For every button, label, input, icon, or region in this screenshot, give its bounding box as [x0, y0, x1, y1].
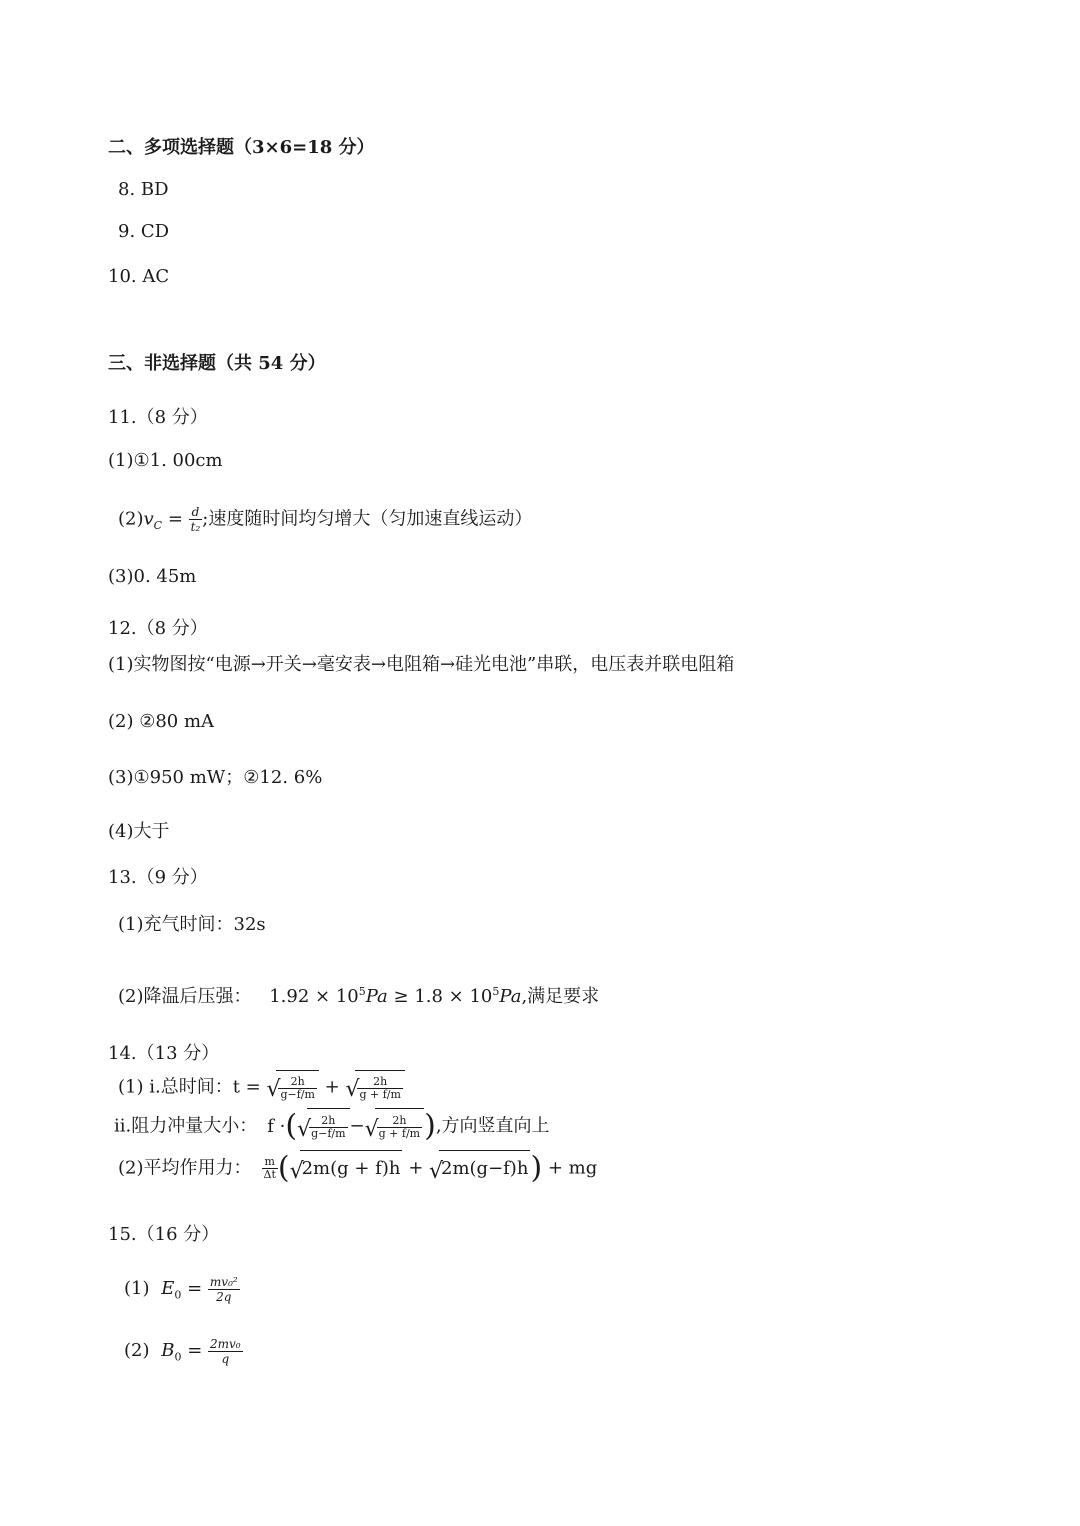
- q11-part3: (3)0. 45m: [108, 566, 197, 587]
- q14-t: t =: [232, 1076, 267, 1098]
- q14-frac3-num: 2h: [321, 1113, 336, 1127]
- q15-part1-var: E: [161, 1278, 175, 1299]
- sqrt-icon: √: [266, 1077, 281, 1102]
- q14-part1: [118, 1070, 405, 1105]
- answer-q9: 9. CD: [118, 221, 170, 242]
- q13-part2: [118, 980, 599, 1009]
- q11-frac-num: d: [191, 505, 200, 519]
- q11-part2-sub: C: [153, 519, 163, 533]
- section-2-title: 二、多项选择题（3×6=18 分）: [108, 137, 375, 158]
- q15-part2-den: q: [208, 1351, 243, 1366]
- q14-sqrt-4: [365, 1108, 424, 1145]
- q11-fraction: [189, 505, 203, 534]
- q13-part2-prefix: (2)降温后压强：: [118, 986, 252, 1007]
- q11-head: 11.（8 分）: [108, 407, 208, 428]
- q14-part1b-prefix: ii.阻力冲量大小：: [114, 1115, 258, 1137]
- right-paren-icon: ): [530, 1150, 543, 1186]
- q15-head: 15.（16 分）: [108, 1224, 220, 1245]
- q14-minus: −: [349, 1115, 365, 1137]
- q14-part1b: [114, 1108, 550, 1145]
- q11-part2: [118, 505, 532, 538]
- q14-head: 14.（13 分）: [108, 1043, 220, 1064]
- q14-frac2-den: g + f/m: [359, 1087, 401, 1101]
- q14-part1b-f: f ·: [267, 1115, 286, 1137]
- left-paren-icon: (: [277, 1150, 290, 1186]
- q14-part2-tail: + mg: [542, 1157, 598, 1179]
- q11-part2-text: ;速度随时间均匀增大（匀加速直线运动）: [202, 508, 533, 530]
- q14-sqrt-1: [266, 1070, 318, 1105]
- sqrt-icon: √: [429, 1159, 444, 1184]
- q14-part1-prefix: (1) i.总时间：: [118, 1076, 233, 1098]
- q14-frac3-den: g−f/m: [311, 1126, 346, 1140]
- q15-part1-prefix: (1): [124, 1278, 150, 1299]
- q14-sqrt-2: [345, 1070, 404, 1105]
- q12-part4: (4)大于: [108, 821, 170, 842]
- q13-ge: ≥ 1.8 × 10: [387, 986, 493, 1007]
- q12-head: 12.（8 分）: [108, 618, 208, 639]
- q14-part2-frac: [262, 1156, 278, 1181]
- q14-frac4-num: 2h: [392, 1113, 407, 1127]
- q12-part2: (2) ②80 mA: [108, 711, 215, 732]
- q13-exp2: 5: [492, 985, 500, 998]
- left-paren-icon: (: [285, 1108, 298, 1144]
- q11-frac-den: t₂: [190, 520, 201, 534]
- q14-sqrt-3: [297, 1108, 349, 1145]
- q15-part1-sub: 0: [174, 1288, 182, 1302]
- q14-part2-num: m: [264, 1155, 275, 1168]
- q15-part2-var: B: [161, 1340, 175, 1361]
- q14-frac1-num: 2h: [290, 1074, 305, 1088]
- q13-part1: (1)充气时间：32s: [118, 914, 266, 935]
- q15-part2-frac: [208, 1337, 243, 1366]
- q14-sqrt-6: [429, 1150, 530, 1187]
- sqrt-icon: √: [345, 1077, 360, 1102]
- q14-root2: 2m(g−f)h: [439, 1150, 530, 1187]
- q13-exp1: 5: [358, 985, 366, 998]
- q13-unit2: Pa: [499, 986, 522, 1007]
- q14-part2: [118, 1150, 597, 1187]
- q14-root1: 2m(g + f)h: [300, 1150, 403, 1187]
- q13-head: 13.（9 分）: [108, 867, 208, 888]
- q14-frac4-den: g + f/m: [378, 1126, 421, 1140]
- right-paren-icon: ): [424, 1108, 436, 1144]
- q15-part1-num: mv₀²: [209, 1274, 238, 1289]
- section-3-title: 三、非选择题（共 54 分）: [108, 353, 326, 374]
- q13-value-a: 1.92 × 10: [269, 986, 359, 1007]
- q15-part2-eq: =: [181, 1340, 208, 1361]
- q15-part1-eq: =: [181, 1278, 208, 1299]
- q14-frac1-den: g−f/m: [280, 1087, 315, 1101]
- q15-part2-prefix: (2): [124, 1340, 150, 1361]
- q11-part1: (1)①1. 00cm: [108, 450, 223, 471]
- q11-part2-eq: =: [162, 508, 189, 530]
- answer-q10: 10. AC: [108, 266, 170, 287]
- q15-part2-sub: 0: [174, 1350, 182, 1364]
- q15-part1-frac: [208, 1275, 240, 1304]
- q14-sqrt-5: [290, 1150, 403, 1187]
- q15-part2-num: 2mv₀: [210, 1336, 241, 1351]
- q15-part1-den: 2q: [208, 1289, 240, 1304]
- sqrt-icon: √: [364, 1117, 379, 1142]
- q13-unit1: Pa: [365, 986, 388, 1007]
- q14-part2-plus: +: [402, 1157, 429, 1179]
- q11-part2-prefix: (2): [118, 508, 144, 530]
- q13-part2-text: ,满足要求: [521, 986, 600, 1007]
- q14-part2-prefix: (2)平均作用力：: [118, 1157, 252, 1179]
- q14-part2-den: Δt: [263, 1168, 276, 1181]
- sqrt-icon: √: [289, 1159, 304, 1184]
- answer-q8: 8. BD: [118, 179, 169, 200]
- q14-frac2-num: 2h: [373, 1074, 388, 1088]
- q14-plus: +: [318, 1076, 346, 1098]
- q11-part2-v: v: [143, 508, 154, 530]
- q14-part1b-text: ,方向竖直向上: [435, 1115, 550, 1137]
- q15-part2: [124, 1334, 243, 1375]
- q12-part3: (3)①950 mW；②12. 6%: [108, 767, 323, 788]
- q12-part1: (1)实物图按“电源→开关→毫安表→电阻箱→硅光电池”串联，电压表并联电阻箱: [108, 654, 735, 675]
- sqrt-icon: √: [297, 1117, 312, 1142]
- q15-part1: [124, 1272, 240, 1313]
